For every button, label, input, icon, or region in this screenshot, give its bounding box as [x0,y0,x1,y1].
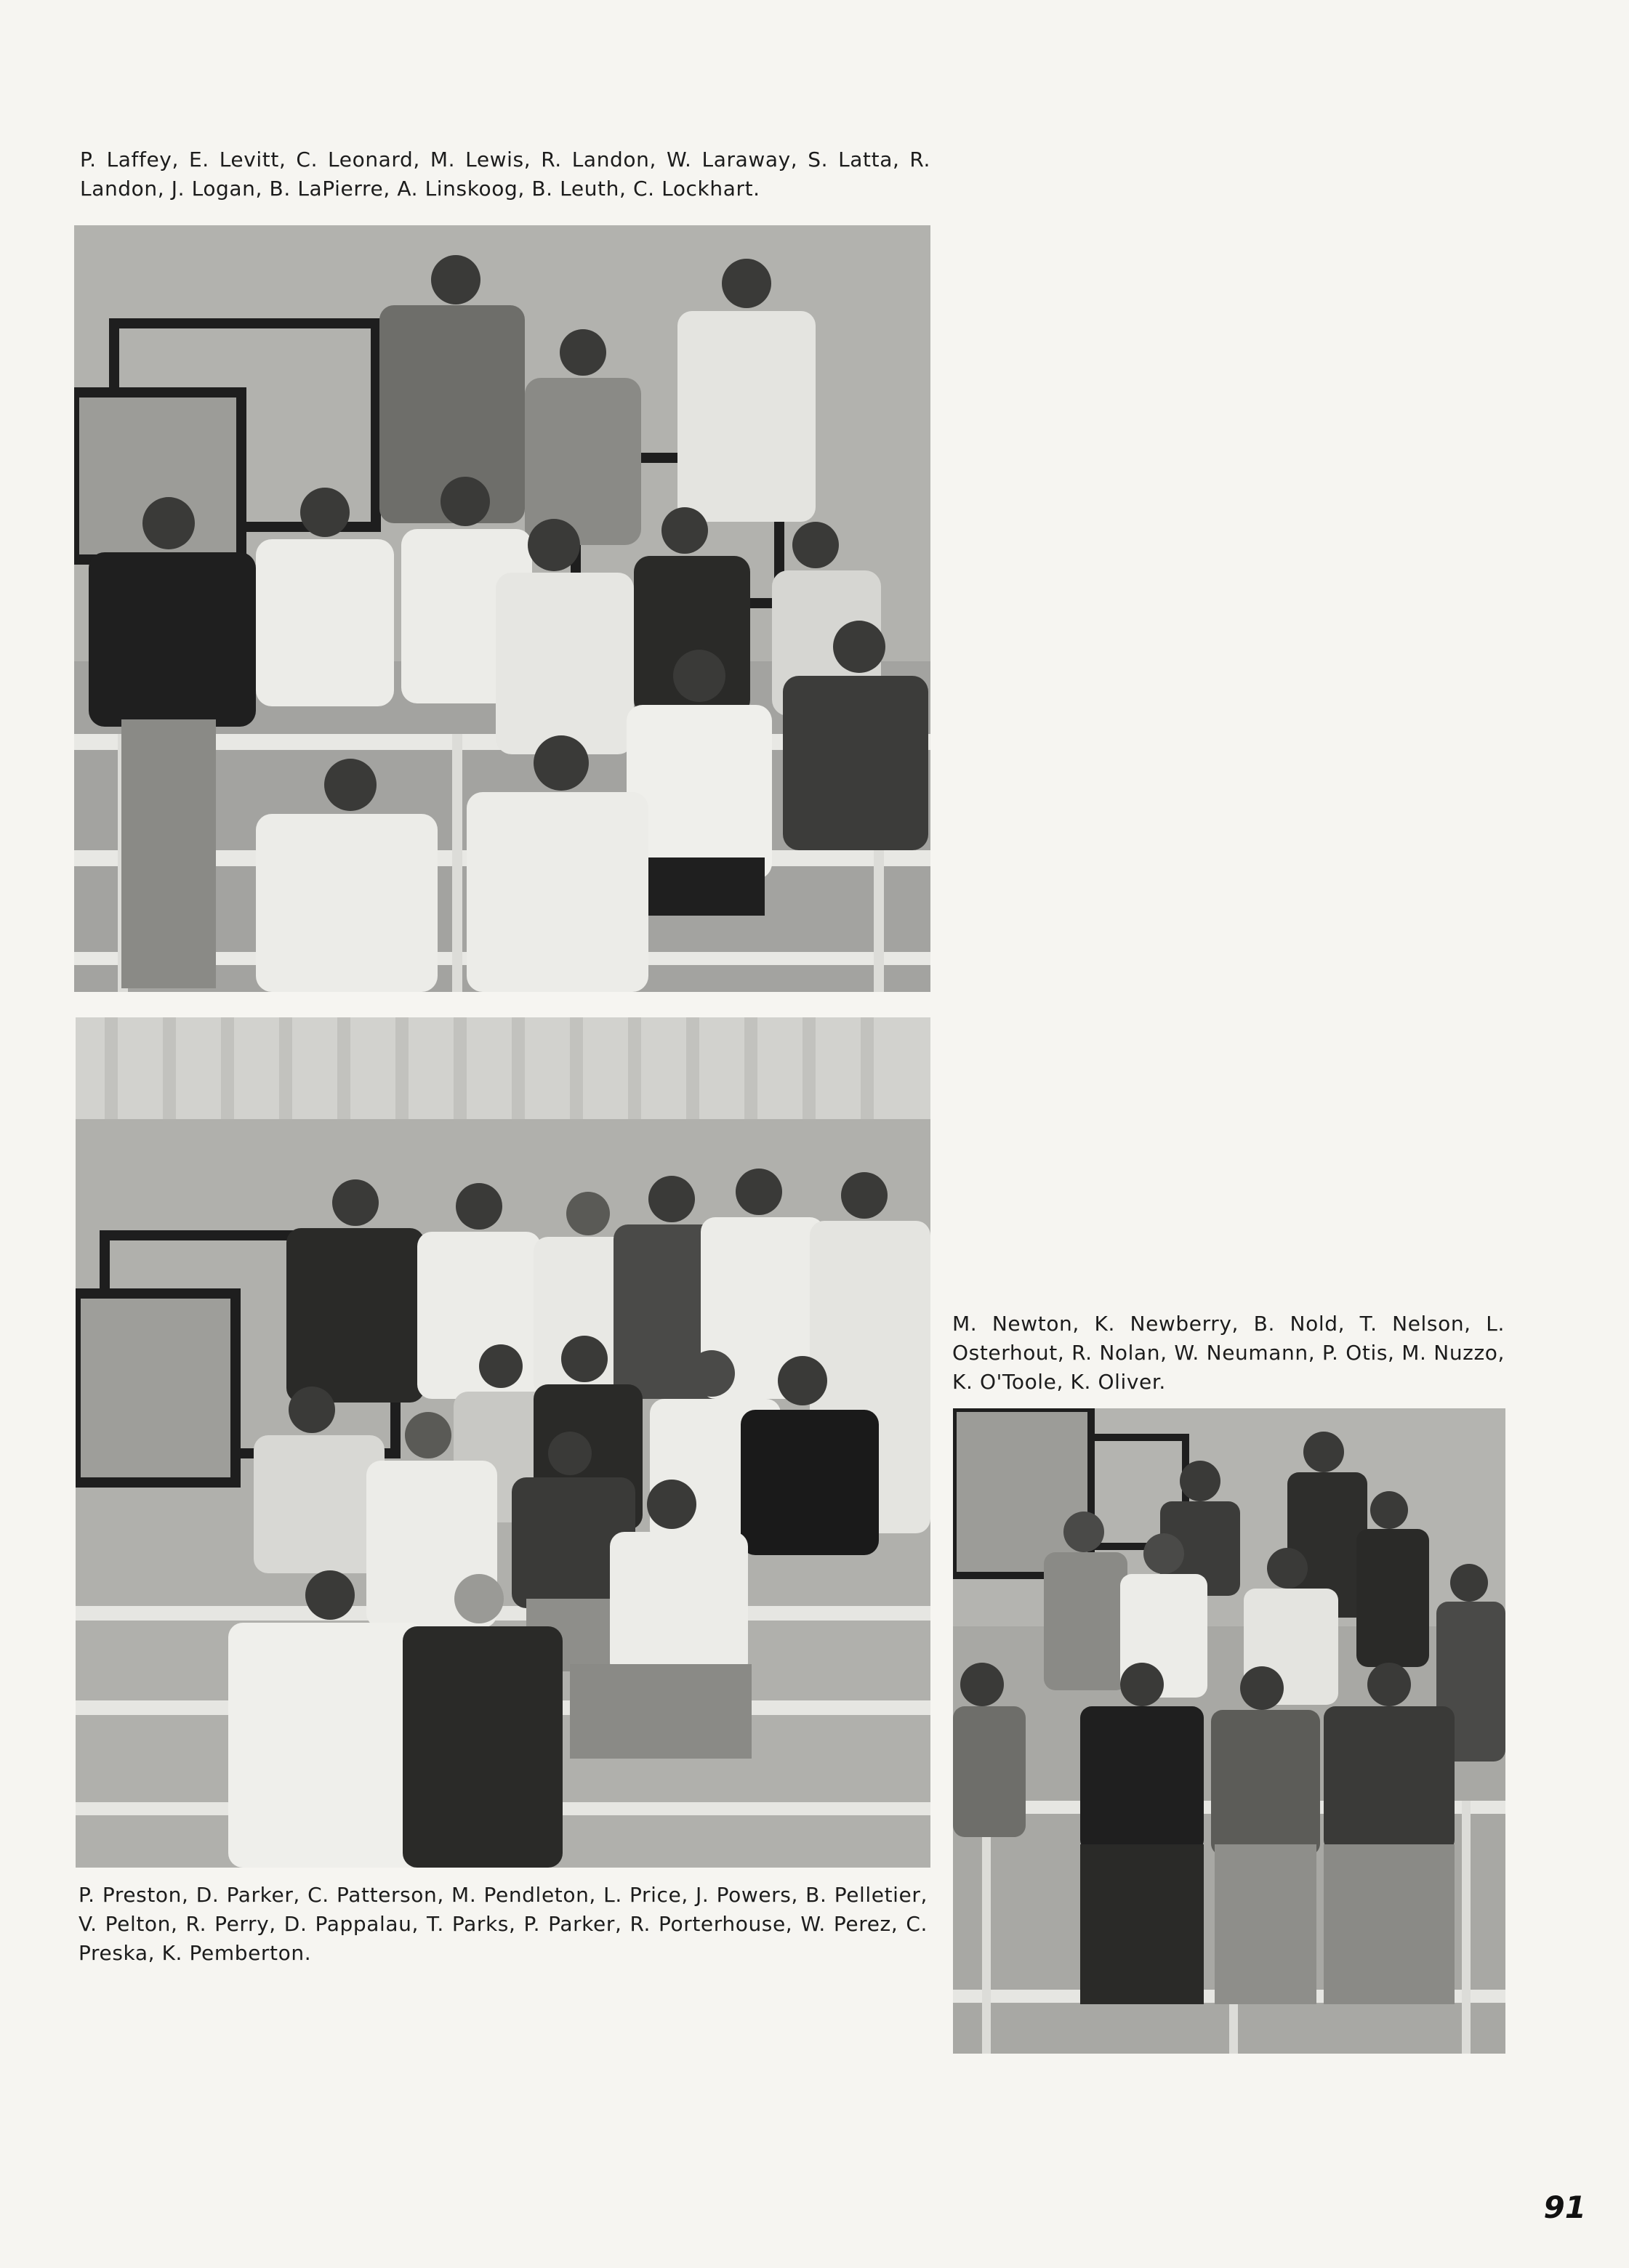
page-number: 91 [1543,2190,1586,2225]
group-photo-1-image [74,225,930,992]
photo-caption-group-1: P. Laffey, E. Levitt, C. Leonard, M. Lewis, R. Landon, W. Laraway, S. Latta, R. Landon, J. Logan, B. LaPierre, A. Linskoog, B. Leuth, C. Lockhart. [80,148,930,201]
group-photo-2-image [76,1017,930,1868]
group-photo-2 [76,1017,930,1868]
group-photo-1 [74,225,930,992]
group-photo-3-image [953,1408,1505,2054]
photo-caption-group-2: P. Preston, D. Parker, C. Patterson, M. Pendleton, L. Price, J. Powers, B. Pelletier, V. Pelton, R. Perry, D. Pappalau, T. Parks, P. Parker, R. Porterhouse, W. Perez, C. Preska, K. Pemberton. [79,1883,928,1965]
group-photo-3 [953,1408,1505,2054]
photo-caption-group-3: M. Newton, K. Newberry, B. Nold, T. Nelson, L. Osterhout, R. Nolan, W. Neumann, P. Otis, M. Nuzzo, K. O'Toole, K. Oliver. [952,1312,1505,1394]
